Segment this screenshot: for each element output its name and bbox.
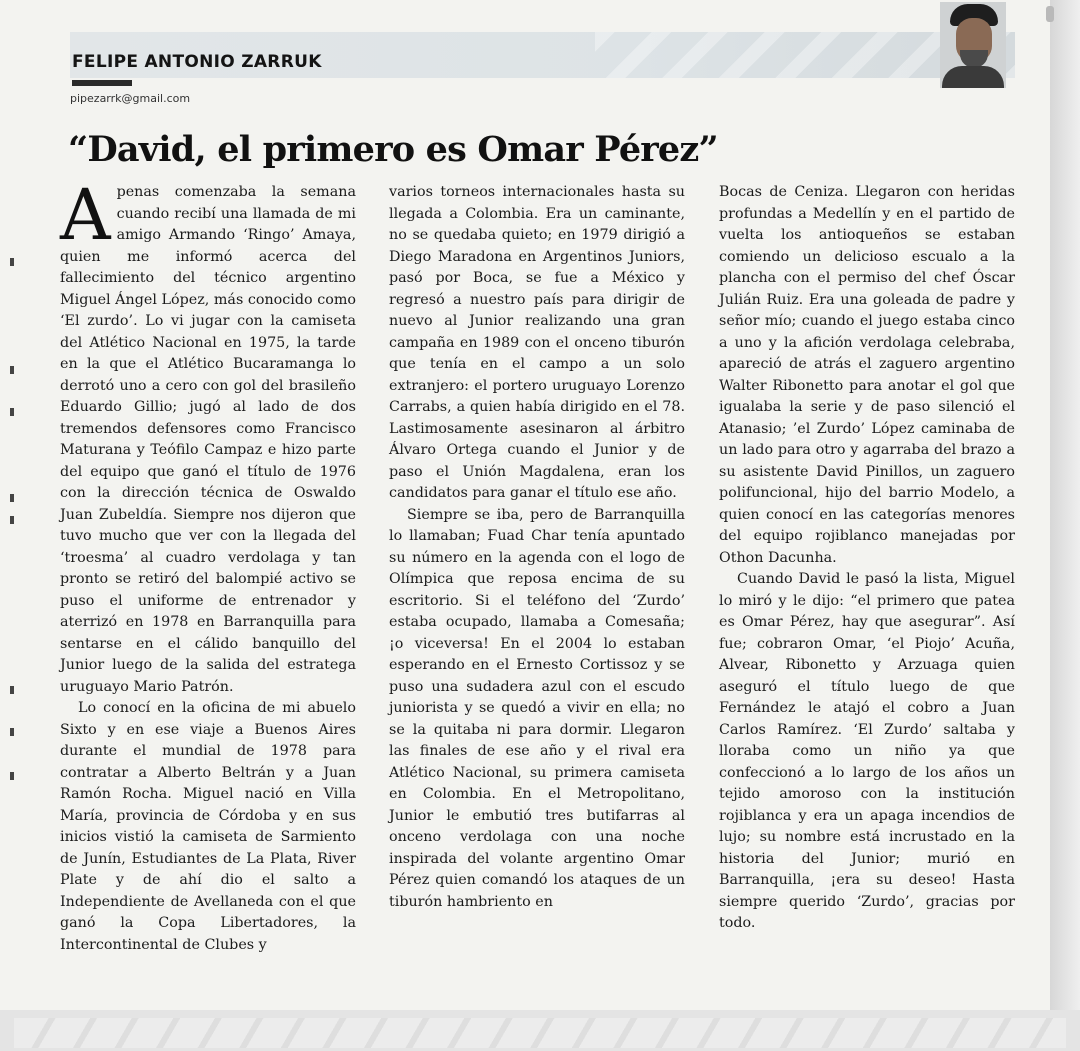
author-rule bbox=[72, 80, 132, 86]
article-title: “David, el primero es Omar Pérez” bbox=[68, 129, 718, 171]
article-column-1 bbox=[60, 174, 356, 956]
margin-mark bbox=[10, 408, 14, 416]
paragraph-text: penas comenzaba la semana cuando recibí una llamada de mi amigo Armando ‘Ringo’ Amaya, quien me informó acerca del fallecimiento del técnico argentino Miguel Ángel López, más conocido como ‘El zurdo’. Lo vi jugar con la camiseta del Atlético Nacional en 1975, la tarde en la que el Atlético Bucaramanga lo derrotó uno a cero con gol del brasileño Eduardo Gillio; jugó al lado de dos tremendos defensores como Francisco Maturana y Teófilo Campaz e hizo parte del equipo que ganó el título de 1976 con la dirección técnica de Oswaldo Juan Zubeldía. Siempre nos dijeron que tuvo mucho que ver con la llegada del ‘troesma’ al cuadro verdolaga y tan pronto se retiró del balompié activo se puso el uniforme de entrenador y aterrizó en 1978 en Barranquilla para sentarse en el cálido banquillo del Junior luego de la salida del estratega uruguayo Mario Patrón. bbox=[60, 184, 356, 695]
margin-mark bbox=[10, 728, 14, 736]
margin-mark bbox=[10, 494, 14, 502]
margin-mark bbox=[10, 686, 14, 694]
margin-mark bbox=[10, 258, 14, 266]
drop-cap: A bbox=[60, 174, 111, 256]
margin-mark bbox=[10, 516, 14, 524]
author-name: FELIPE ANTONIO ZARRUK bbox=[72, 52, 322, 72]
scrollbar-thumb[interactable] bbox=[1046, 6, 1054, 22]
margin-mark bbox=[10, 772, 14, 780]
paragraph: Cuando David le pasó la lista, Miguel lo miró y le dijo: “el primero que patea es Omar Pérez, hay que asegurar”. Así fue; cobraron Omar, ‘el Piojo’ Acuña, Alvear, Ribonetto y Arzuaga quien aseguró el título luego de que Fernández le atajó el cobro a Juan Carlos Ramírez. ‘El Zurdo’ saltaba y lloraba como un niño ya que confeccionó a lo largo de los años un tejido amoroso con la institución rojiblanca y era un apaga incendios de lujo; su nombre está incrustado en la historia del Junior; murió en Barranquilla, ¡era su deseo! Hasta siempre querido ‘Zurdo’, gracias por todo. bbox=[719, 571, 1015, 931]
article-column-3 bbox=[719, 182, 1015, 935]
article-column-2 bbox=[389, 182, 685, 913]
author-email: pipezarrk@gmail.com bbox=[70, 92, 191, 105]
paragraph: varios torneos internacionales hasta su llegada a Colombia. Era un caminante, no se quedaba quieto; en 1979 dirigió a Diego Maradona en Argentinos Juniors, pasó por Boca, se fue a México y regresó a nuestro país para dirigir de nuevo al Junior realizando una gran campaña en 1989 con el onceno tiburón que tenía en el campo a un solo extranjero: el portero uruguayo Lorenzo Carrabs, a quien había dirigido en el 78. Lastimosamente asesinaron al árbitro Álvaro Ortega cuando el Junior y de paso el Unión Magdalena, eran los candidatos para ganar el título ese año. bbox=[389, 184, 685, 501]
page-fold-shadow bbox=[1050, 0, 1080, 1051]
bottom-decor-band bbox=[14, 1018, 1066, 1048]
paragraph: Siempre se iba, pero de Barranquilla lo llamaban; Fuad Char tenía apuntado su número en la agenda con el logo de Olímpica que reposa encima de su escritorio. Si el teléfono del ‘Zurdo’ estaba ocupado, llamaba a Comesaña; ¡o viceversa! En el 2004 lo estaban esperando en el Ernesto Cortissoz y se puso una sudadera azul con el escudo juniorista y se quedó a vivir en ella; no se la quitaba ni para dormir. Llegaron las finales de ese año y el rival era Atlético Nacional, su primera camiseta en Colombia. En el Metropolitano, Junior le embutió tres butifarras al onceno verdolaga con una noche inspirada del volante argentino Omar Pérez quien comandó los ataques de un tiburón hambriento en bbox=[389, 506, 685, 910]
paragraph bbox=[60, 174, 356, 698]
margin-mark bbox=[10, 366, 14, 374]
paragraph: Lo conocí en la oficina de mi abuelo Sixto y en ese viaje a Buenos Aires durante el mundial de 1978 para contratar a Alberto Beltrán y a Juan Ramón Rocha. Miguel nació en Villa María, provincia de Córdoba y en sus inicios vistió la camiseta de Sarmiento de Junín, Estudiantes de La Plata, River Plate y de ahí dio el salto a Independiente de Avellaneda con el que ganó la Copa Libertadores, la Intercontinental de Clubes y bbox=[60, 700, 356, 953]
author-portrait-icon bbox=[940, 2, 1006, 88]
portrait-shirt bbox=[942, 66, 1004, 88]
paragraph: Bocas de Ceniza. Llegaron con heridas profundas a Medellín y en el partido de vuelta los antioqueños se estaban comiendo un delicioso escualo a la plancha con el permiso del chef Óscar Julián Ruiz. Era una goleada de padre y señor mío; cuando el juego estaba cinco a uno y la afición verdolaga celebraba, apareció de atrás el zaguero argentino Walter Ribonetto para anotar el gol que igualaba la serie y de paso silenció el Atanasio; ’el Zurdo’ López caminaba de un lado para otro y agarraba del brazo a su asistente David Pinillos, un zaguero polifuncional, hijo del barrio Modelo, a quien conocí en las categorías menores del equipo rojiblanco manejadas por Othon Dacunha. bbox=[719, 184, 1015, 566]
